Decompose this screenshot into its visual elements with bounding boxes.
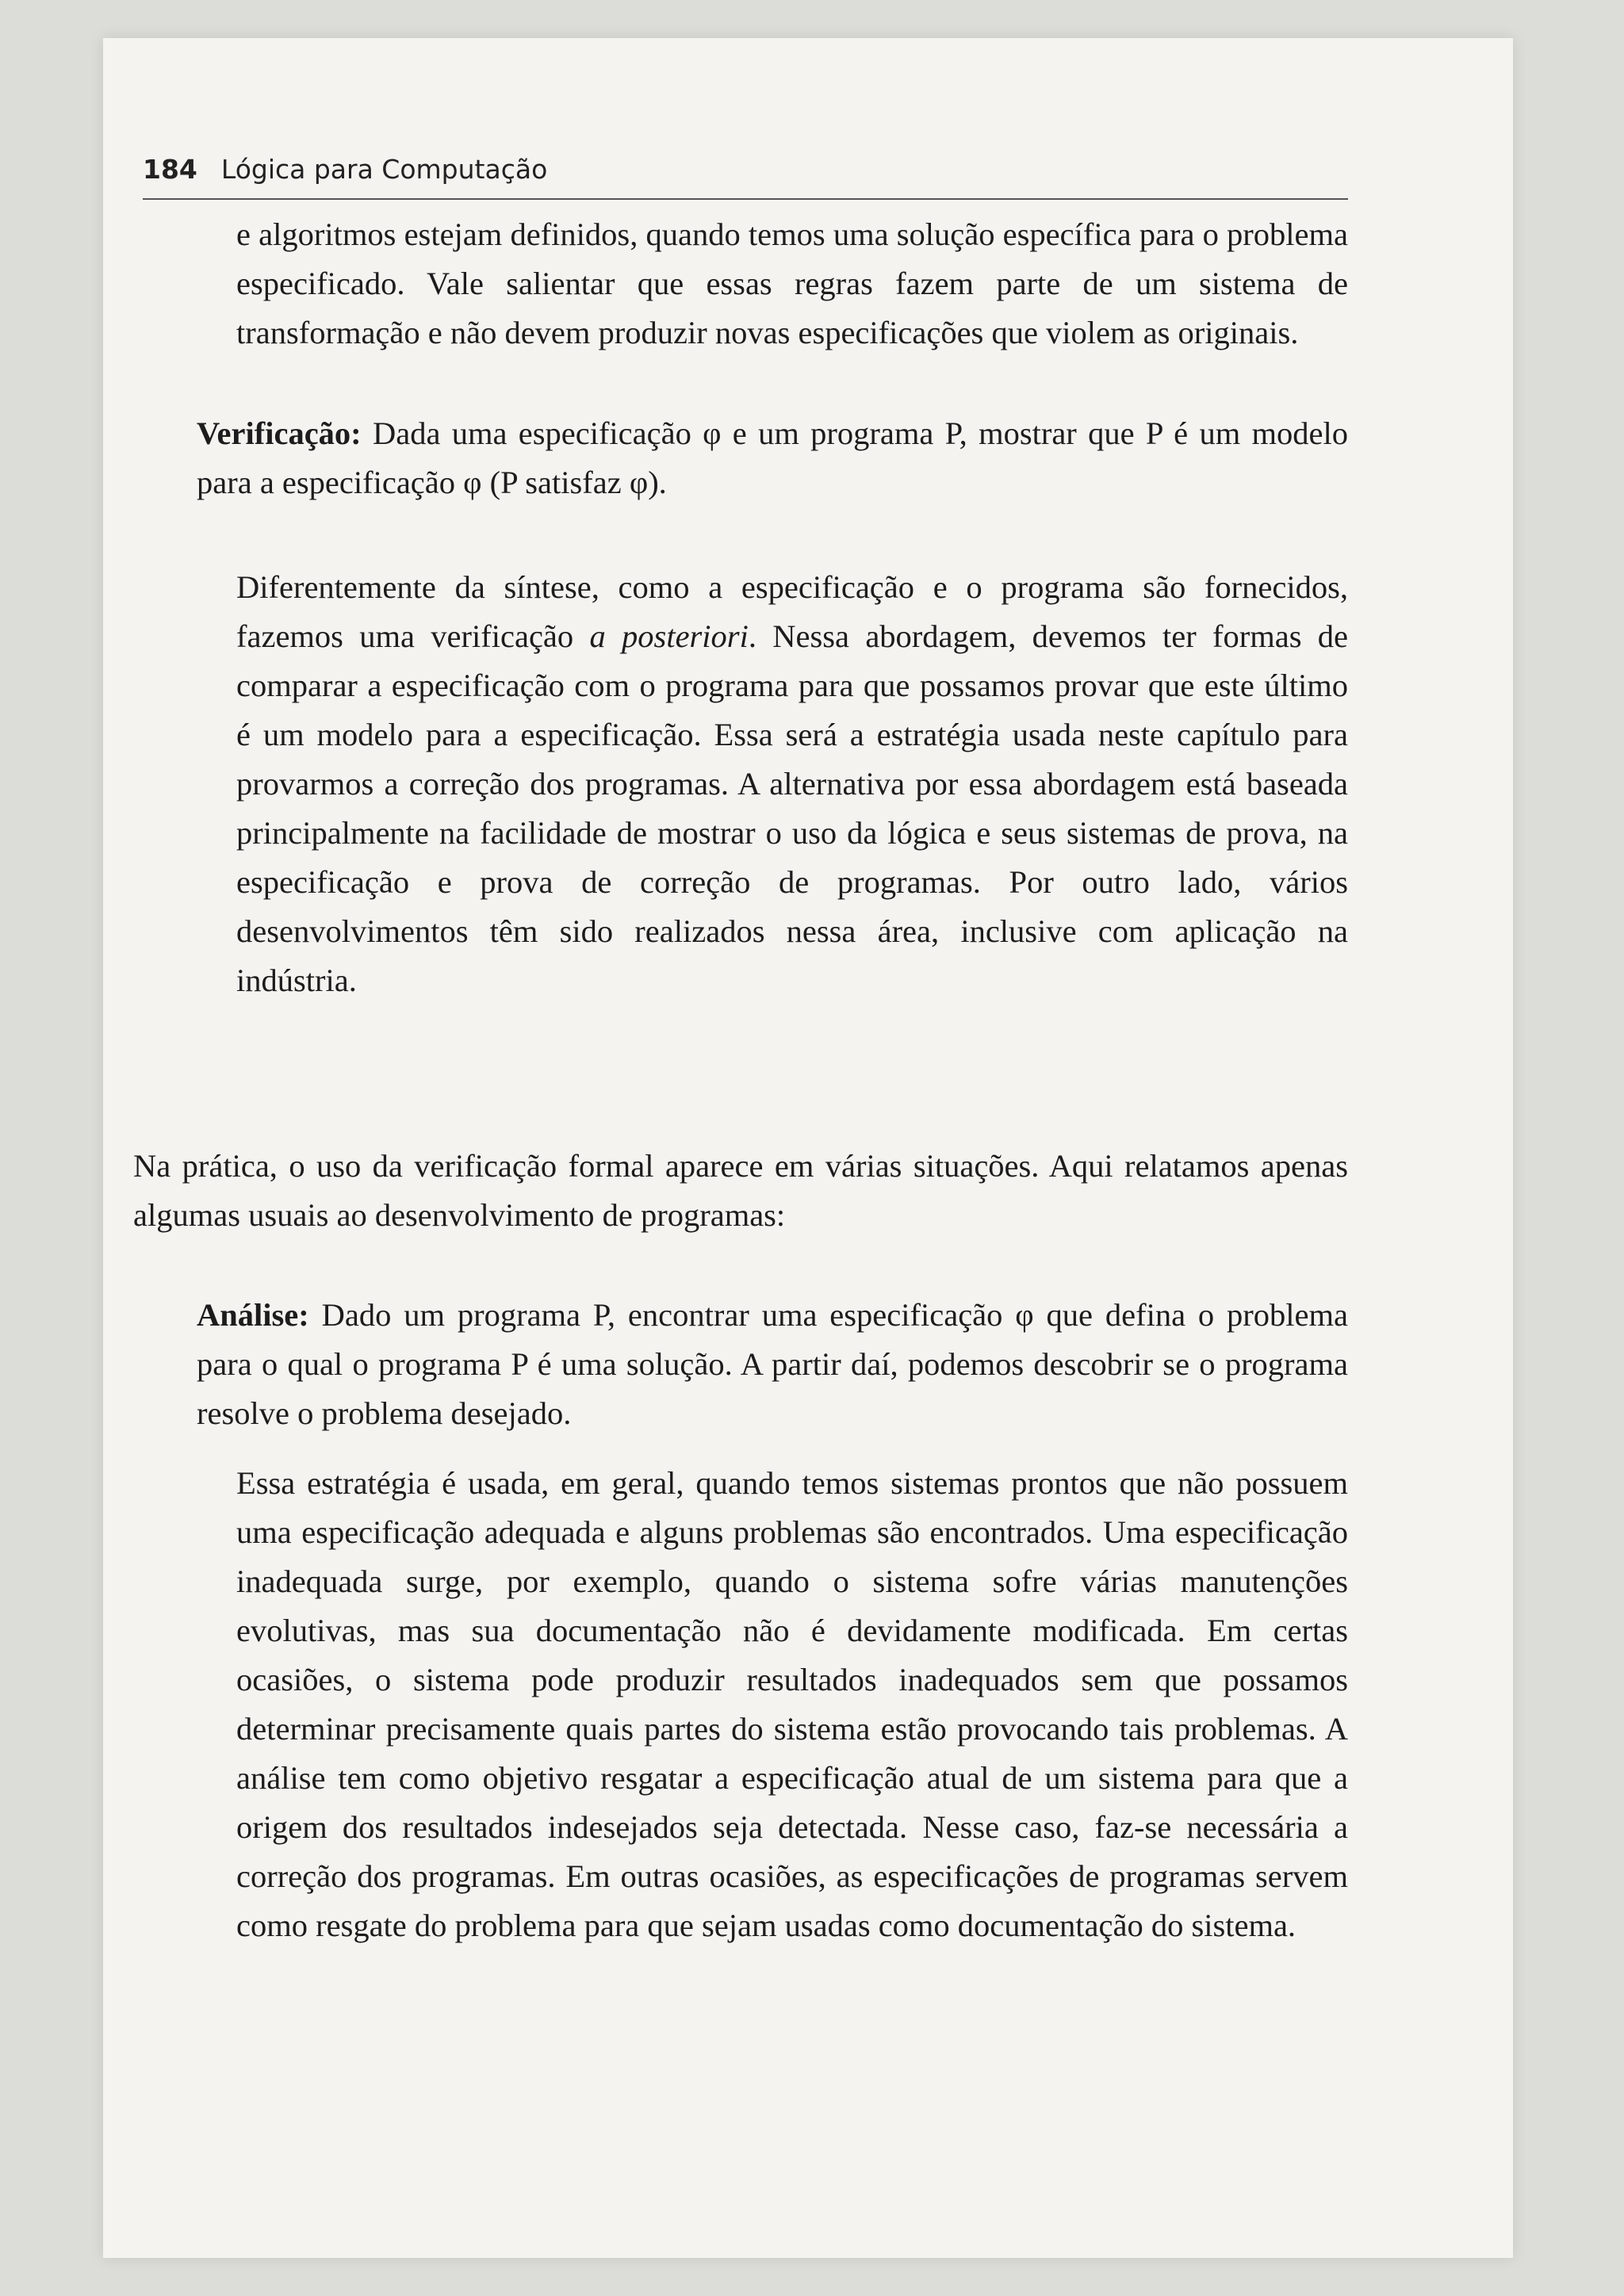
paragraph-pratica: Na prática, o uso da verificação formal aparece em várias situações. Aqui relatamos apenas algumas usuais ao desenvolvimento de programas:	[133, 1148, 1348, 1233]
running-header	[143, 141, 1348, 200]
paragraph-verificacao	[197, 409, 1348, 507]
paragraph-analise	[197, 1291, 1348, 1438]
analise-definition: Dado um programa P, encontrar uma especificação φ que defina o problema para o qual o programa P é uma solução. A partir daí, podemos descobrir se o programa resolve o problema desejado.	[197, 1297, 1348, 1431]
term-analise: Análise:	[197, 1297, 309, 1333]
term-verificacao: Verificação:	[197, 415, 362, 451]
verificacao-definition: Dada uma especificação φ e um programa P, mostrar que P é um modelo para a especificação φ (P satisfaz φ).	[197, 415, 1348, 500]
paragraph-continuation: e algoritmos estejam definidos, quando temos uma solução específica para o problema especificado. Vale salientar que essas regras fazem parte de um sistema de transformação e não devem produzir novas especificações que violem as originais.	[236, 216, 1348, 350]
emphasis-a-posteriori: a posteriori	[589, 618, 749, 654]
book-title: Lógica para Computação	[220, 154, 548, 185]
paragraph-verificacao-body	[236, 563, 1348, 1005]
verificacao-body-after: . Nessa abordagem, devemos ter formas de comparar a especificação com o programa para que possamos provar que este último é um modelo para a especificação. Essa será a estratégia usada neste capítulo para provarmos a correção dos programas. A alternativa por essa abordagem está baseada principalmente na facilidade de mostrar o uso da lógica e seus sistemas de prova, na especificação e prova de correção de programas. Por outro lado, vários desenvolvimentos têm sido realizados nessa área, inclusive com aplicação na indústria.	[236, 618, 1349, 998]
paragraph-analise-body: Essa estratégia é usada, em geral, quando temos sistemas prontos que não possuem uma especificação adequada e alguns problemas são encontrados. Uma especificação inadequada surge, por exemplo, quando o sistema sofre várias manutenções evolutivas, mas sua documentação não é devidamente modificada. Em certas ocasiões, o sistema pode produzir resultados inadequados sem que possamos determinar precisamente quais partes do sistema estão provocando tais problemas. A análise tem como objetivo resgatar a especificação atual de um sistema para que a origem dos resultados indesejados seja detectada. Nesse caso, faz-se necessária a correção dos programas. Em outras ocasiões, as especificações de programas servem como resgate do problema para que sejam usadas como documentação do sistema.	[236, 1465, 1348, 1943]
page-number: 184	[143, 154, 197, 185]
verificacao-body-before: Diferentemente da síntese, como a especificação e o programa são fornecidos, fazemos uma verificação	[236, 569, 1348, 654]
